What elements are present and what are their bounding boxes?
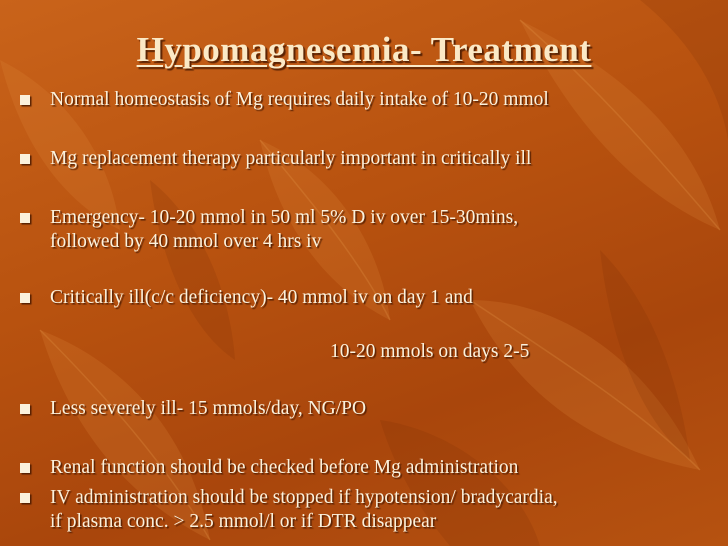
bullet-text: Mg replacement therapy particularly important in critically ill: [50, 148, 532, 169]
square-bullet-icon: [20, 213, 30, 223]
square-bullet-icon: [20, 293, 30, 303]
bullet-text: IV administration should be stopped if hypotension/ bradycardia, if plasma conc. > 2.5 mmol/l or if DTR disappear: [50, 487, 558, 532]
square-bullet-icon: [20, 404, 30, 414]
slide-title: Hypomagnesemia- Treatment: [136, 30, 592, 69]
bullet-text: Emergency- 10-20 mmol in 50 ml 5% D iv over 15-30mins, followed by 40 mmol over 4 hrs iv: [50, 207, 519, 252]
bullet-text: Less severely ill- 15 mmols/day, NG/PO: [50, 398, 367, 419]
square-bullet-icon: [20, 463, 30, 473]
bullet-text: Renal function should be checked before Mg administration: [50, 457, 519, 478]
square-bullet-icon: [20, 493, 30, 503]
square-bullet-icon: [20, 154, 30, 164]
bullet-text: Normal homeostasis of Mg requires daily intake of 10-20 mmol: [50, 89, 549, 110]
bullet-continuation-text: 10-20 mmols on days 2-5: [330, 341, 530, 362]
bullet-text: Critically ill(c/c deficiency)- 40 mmol iv on day 1 and: [50, 287, 473, 308]
square-bullet-icon: [20, 95, 30, 105]
